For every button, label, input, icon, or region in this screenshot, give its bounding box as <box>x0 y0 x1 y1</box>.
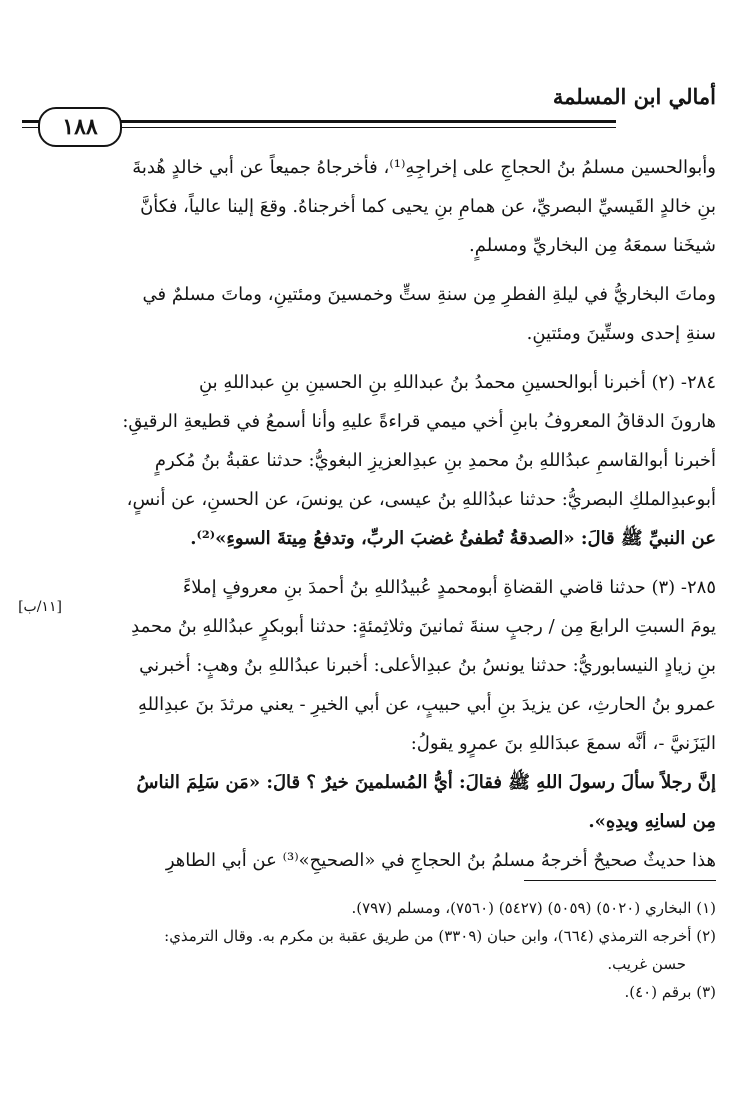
body-line: وماتَ البخاريُّ في ليلةِ الفطرِ مِن سنةِ ستٍّ وخمسينَ ومئتينِ، وماتَ مسلمٌ في <box>142 284 716 305</box>
manuscript-folio-marker: [١١/ب] <box>18 599 62 615</box>
body-line: عمرو بنُ الحارثِ، عن يزيدَ بنِ أبي حبيبٍ، عن أبي الخيرِ - يعني مرثدَ بنَ عبدِاللهِ <box>138 694 716 715</box>
hadith-matn-line: مِن لسانِهِ ويدِهِ». <box>588 811 716 832</box>
body-line: هذا حديثٌ صحيحٌ أخرجهُ مسلمُ بنُ الحجاجِ في «الصحيحِ»⁽³⁾ عن أبي الطاهرِ <box>165 850 716 871</box>
body-line: وأبوالحسين مسلمُ بنُ الحجاجِ على إخراجِهِ⁽¹⁾، فأخرجاهُ جميعاً عن أبي خالدٍ هُدبةَ <box>132 157 716 178</box>
body-line: اليَزَنيَّ -، أنَّه سمعَ عبدَاللهِ بنَ عمرٍو يقولُ: <box>410 733 716 754</box>
footnote: (٢) أخرجه الترمذي (٦٦٤)، وابن حبان (٣٣٠٩) من طريق عقبة بن مكرم به. وقال الترمذي: <box>164 927 716 945</box>
body-line: أبوعبدِالملكِ البصريُّ: حدثنا عبدُاللهِ بنُ عيسى، عن يونسَ، عن الحسنِ، عن أنسٍ، <box>126 489 716 510</box>
body-line: شيخَنا سمعَهُ مِن البخاريِّ ومسلمٍ. <box>469 235 716 256</box>
running-title: أمالي ابن المسلمة <box>552 84 716 109</box>
body-line: بنِ زيادٍ النيسابوريُّ: حدثنا يونسُ بنُ عبدِالأعلى: أخبرنا عبدُاللهِ بنُ وهبٍ: أخبرني <box>139 655 716 676</box>
body-line: أخبرنا أبوالقاسمِ عبدُاللهِ بنُ محمدِ بنِ عبدِالعزيزِ البغويُّ: حدثنا عقبةُ بنُ مُكرمٍ <box>154 450 716 471</box>
body-line: هارونَ الدقاقُ المعروفُ بابنِ أخي ميمي قراءةً عليهِ وأنا أسمعُ في قطيعةِ الرقيقِ: <box>122 411 716 432</box>
body-line: يومَ السبتِ الرابعَ مِن / رجبٍ سنةَ ثمانينَ وثلاثِمئةٍ: حدثنا أبوبكرٍ عبدُاللهِ بنُ محمدِ <box>131 616 716 637</box>
footnote-rule <box>524 880 716 881</box>
footnote: (١) البخاري (٥٠٢٠) (٥٠٥٩) (٥٤٢٧) (٧٥٦٠)، ومسلم (٧٩٧). <box>351 899 716 917</box>
hadith-matn-line: عن النبيِّ ﷺ قالَ: «الصدقةُ تُطفئُ غضبَ الربِّ، وتدفعُ مِيتةَ السوءِ»⁽²⁾. <box>190 528 716 549</box>
footnote: (٣) برقم (٤٠). <box>624 983 716 1001</box>
body-text <box>40 148 716 880</box>
page-number: ١٨٨ <box>38 107 122 147</box>
footnotes <box>40 894 716 1006</box>
body-line: سنةِ إحدى وستِّينَ ومئتينِ. <box>526 323 716 344</box>
hadith-284-line: ٢٨٤- (٢) أخبرنا أبوالحسينِ محمدُ بنُ عبداللهِ بنِ الحسينِ بنِ عبداللهِ بنِ <box>198 372 716 393</box>
body-line: بنِ خالدٍ القَيسيِّ البصريِّ، عن همامِ بنِ يحيى كما أخرجناهُ. وقعَ إلينا عالياً، فكأنَّ <box>140 196 716 217</box>
hadith-matn-line: إنَّ رجلاً سألَ رسولَ اللهِ ﷺ فقالَ: أيُّ المُسلمينَ خيرٌ ؟ قالَ: «مَن سَلِمَ الناسُ <box>136 772 716 793</box>
hadith-285-line: ٢٨٥- (٣) حدثنا قاضي القضاةِ أبومحمدٍ عُبيدُاللهِ بنُ أحمدَ بنِ معروفٍ إملاءً <box>182 577 716 598</box>
footnote-continuation: حسن غريب. <box>607 955 686 973</box>
